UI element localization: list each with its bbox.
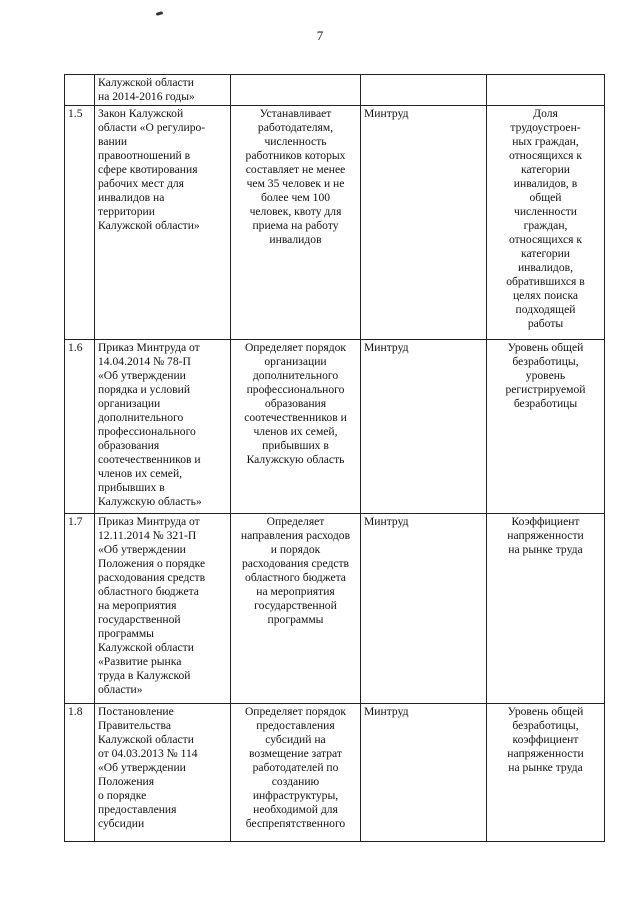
executor: Минтруд xyxy=(361,340,487,514)
scan-speck xyxy=(156,11,164,16)
legislation-table xyxy=(64,74,605,842)
table-row xyxy=(65,75,605,106)
document-name: Калужской области на 2014-2016 годы» xyxy=(95,75,231,106)
row-number: 1.6 xyxy=(65,340,95,514)
indicator xyxy=(487,75,605,106)
document-description: Определяет порядок предоставления субсидий на возмещение затрат работодателей по созданию инфраструктуры, необходимой для беспрепятственного xyxy=(231,704,361,842)
executor: Минтруд xyxy=(361,704,487,842)
table-row xyxy=(65,106,605,340)
executor: Минтруд xyxy=(361,514,487,704)
executor: Минтруд xyxy=(361,106,487,340)
document-name: Приказ Минтруда от 12.11.2014 № 321-П «Об утверждении Положения о порядке расходования средств областного бюджета на мероприятия государственной программы Калужской области «Развитие рынка труда в Калужской области» xyxy=(95,514,231,704)
table-row xyxy=(65,514,605,704)
indicator: Уровень общей безработицы, коэффициент напряженности на рынке труда xyxy=(487,704,605,842)
row-number: 1.7 xyxy=(65,514,95,704)
document-name: Приказ Минтруда от 14.04.2014 № 78-П «Об утверждении порядка и условий организации дополнительного профессионального образования соотечественников и членов их семей, прибывших в Калужскую область» xyxy=(95,340,231,514)
document-name: Закон Калужской области «О регулиро- вании правоотношений в сфере квотирования рабочих мест для инвалидов на территории Калужской области» xyxy=(95,106,231,340)
row-number: 1.8 xyxy=(65,704,95,842)
row-number: 1.5 xyxy=(65,106,95,340)
table-row xyxy=(65,340,605,514)
document-name: Постановление Правительства Калужской области от 04.03.2013 № 114 «Об утверждении Положения о порядке предоставления субсидии xyxy=(95,704,231,842)
document-description xyxy=(231,75,361,106)
executor xyxy=(361,75,487,106)
document-description: Определяет направления расходов и порядок расходования средств областного бюджета на мероприятия государственной программы xyxy=(231,514,361,704)
row-number xyxy=(65,75,95,106)
indicator: Доля трудоустроен- ных граждан, относящихся к категории инвалидов, в общей численности граждан, относящихся к категории инвалидов, обратившихся в целях поиска подходящей работы xyxy=(487,106,605,340)
page-number: 7 xyxy=(316,28,324,43)
indicator: Уровень общей безработицы, уровень регистрируемой безработицы xyxy=(487,340,605,514)
document-description: Определяет порядок организации дополнительного профессионального образования соотечественников и членов их семей, прибывших в Калужскую область xyxy=(231,340,361,514)
indicator: Коэффициент напряженности на рынке труда xyxy=(487,514,605,704)
table-row xyxy=(65,704,605,842)
document-description: Устанавливает работодателям, численность работников которых составляет не менее чем 35 человек и не более чем 100 человек, квоту для приема на работу инвалидов xyxy=(231,106,361,340)
